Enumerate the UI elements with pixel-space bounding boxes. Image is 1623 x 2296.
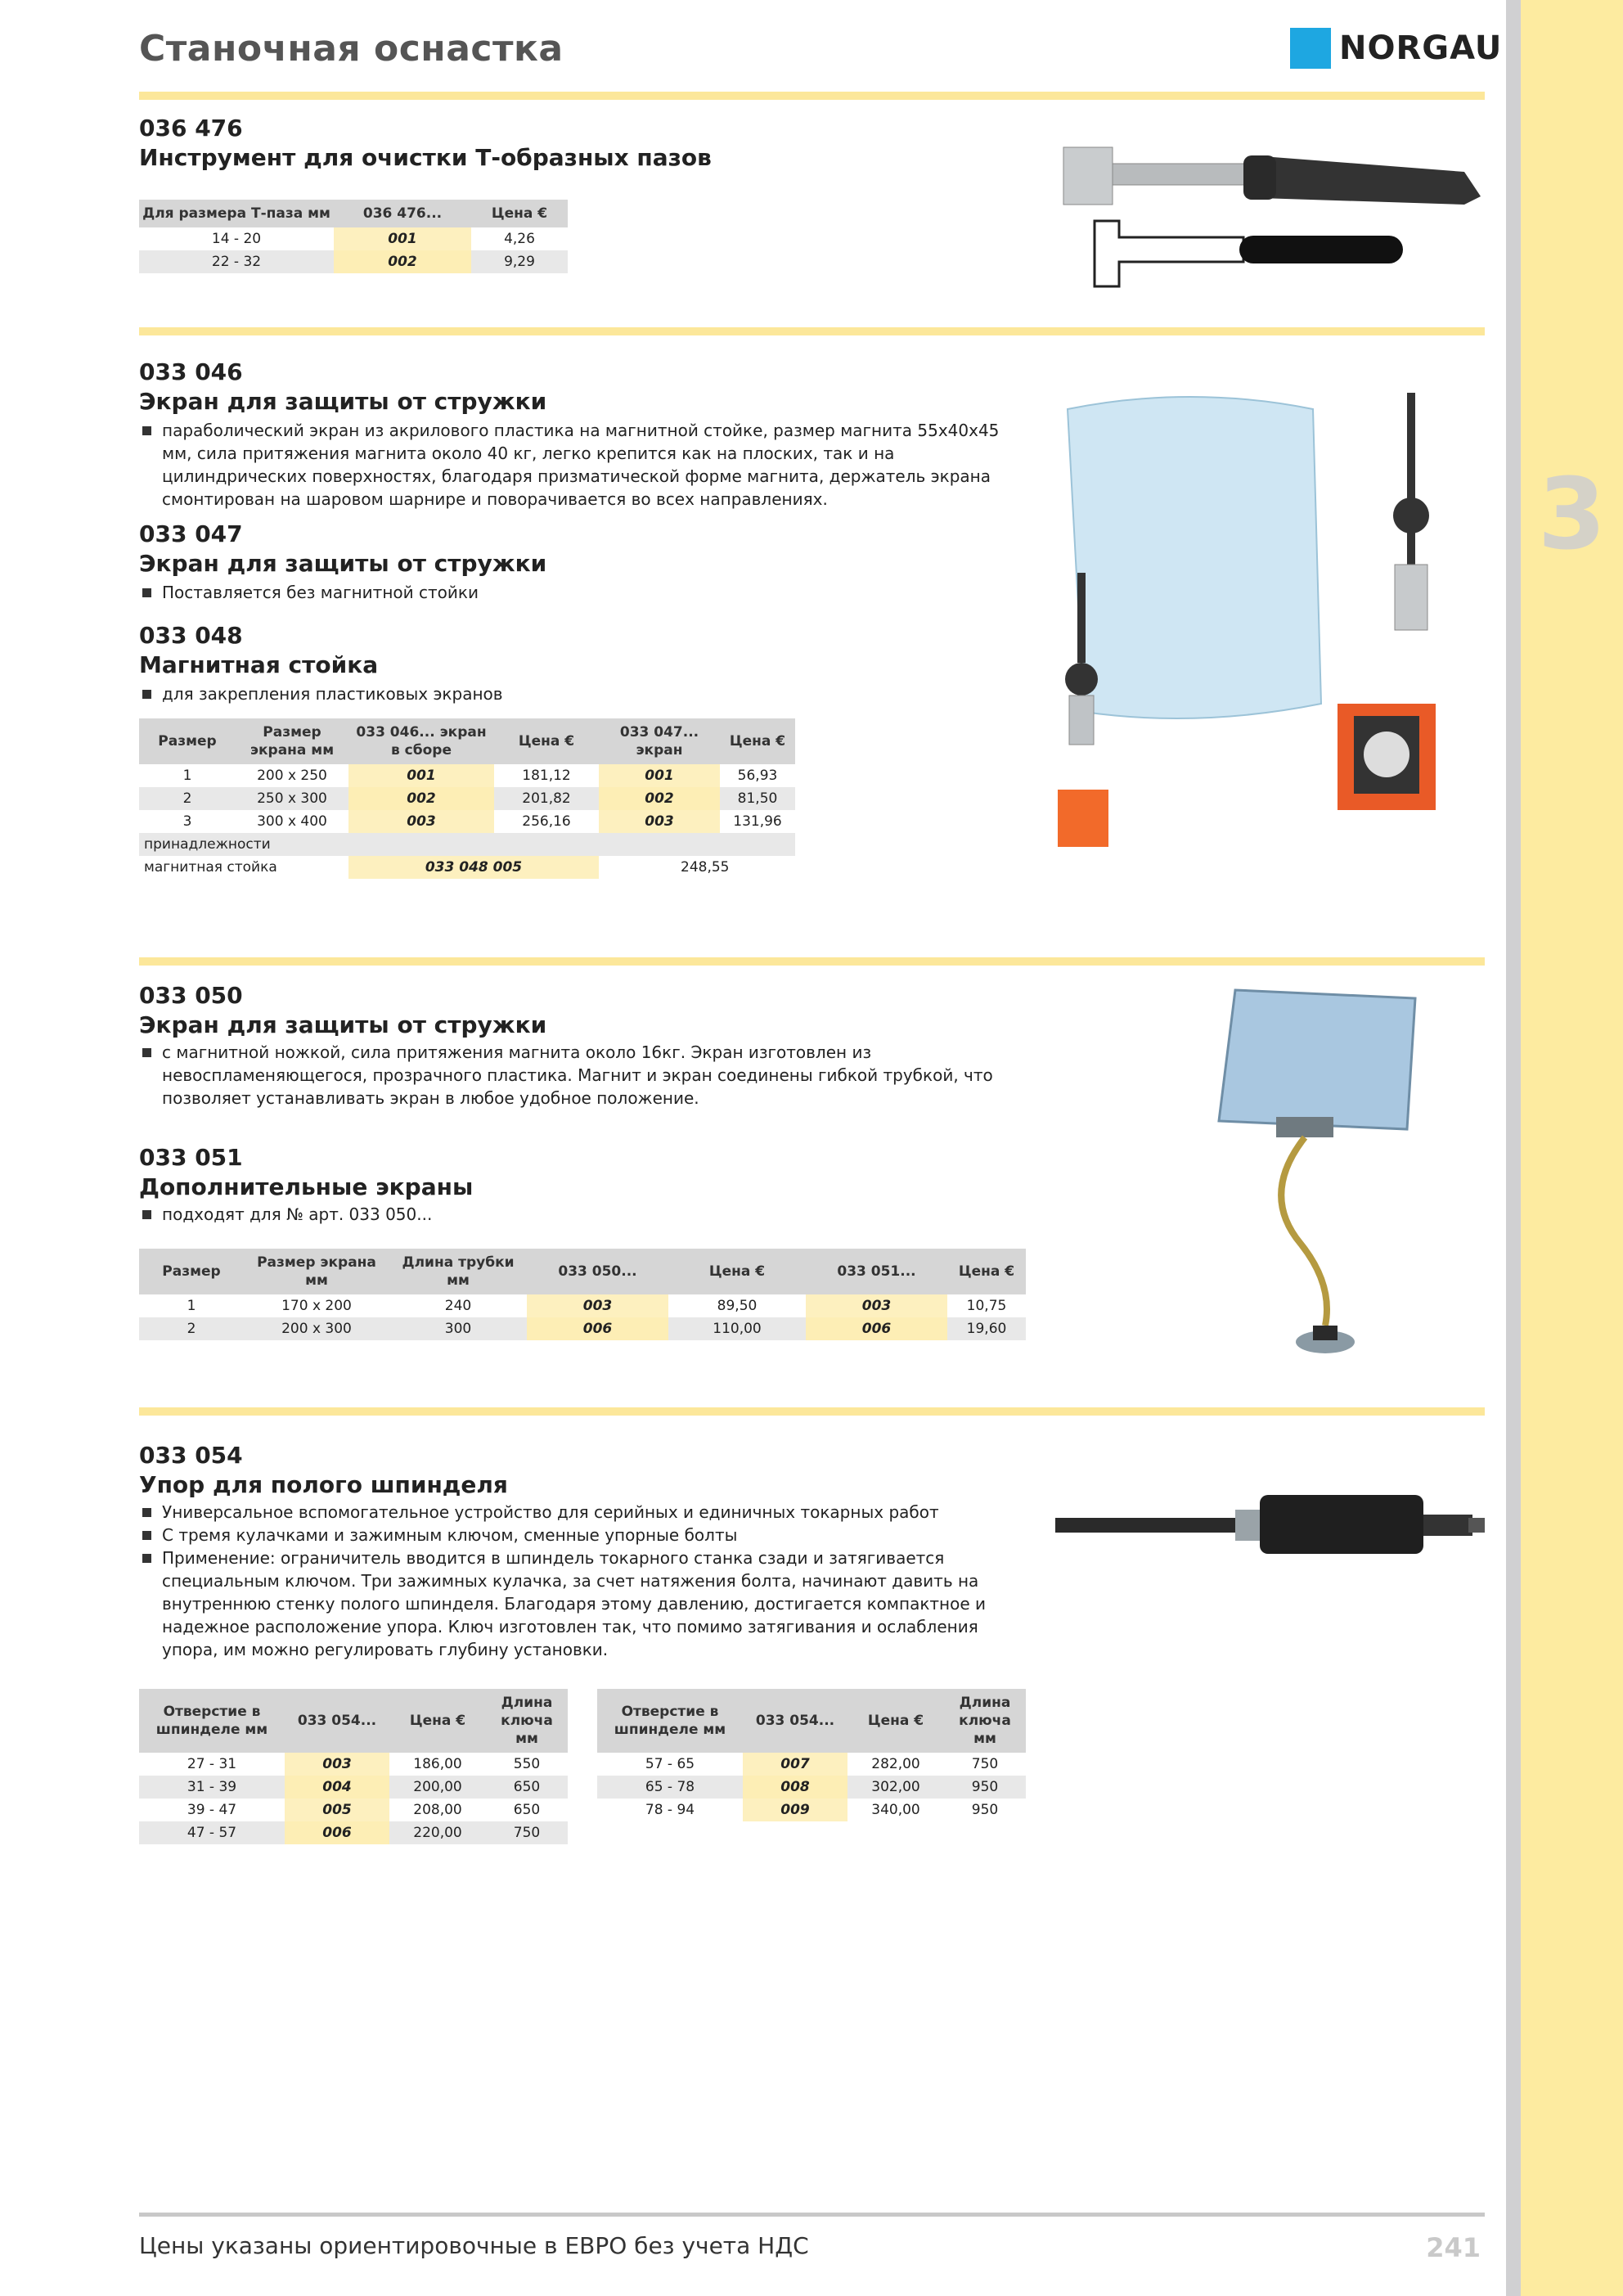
col-header: Отверстие в шпинделе мм (139, 1689, 285, 1753)
section-divider (139, 1407, 1485, 1416)
price: 201,82 (494, 787, 599, 810)
col-header: 033 047... экран (599, 718, 720, 764)
bullet-item: с магнитной ножкой, сила притяжения магнита около 16кг. Экран изготовлен из невоспламеняющегося, прозрачного пластика. Магнит и экран соединены гибкой трубкой, что позволяет устанавливать экран в любое удобное положение. (139, 1041, 1055, 1110)
col-header: Длина трубки мм (389, 1249, 527, 1294)
col-header: Цена € (471, 200, 568, 227)
order-code: 006 (527, 1317, 668, 1340)
table-row (139, 1294, 1026, 1317)
section-divider (139, 92, 1485, 100)
col-header: 033 051... (806, 1249, 947, 1294)
product-name: Магнитная стойка (139, 651, 379, 678)
product-name: Экран для защиты от стружки (139, 550, 547, 577)
logo-text: NORGAU (1339, 29, 1503, 67)
order-code: 003 (806, 1294, 947, 1317)
order-code: 001 (348, 764, 494, 787)
order-code: 003 (599, 810, 720, 833)
table-row (597, 1753, 1026, 1776)
price: 186,00 (413, 1756, 462, 1772)
cell: 22 - 32 (139, 250, 334, 273)
col-header: Размер экрана мм (236, 718, 348, 764)
table-row (597, 1776, 1026, 1799)
col-header: 033 054... (743, 1689, 847, 1753)
cell: 47 - 57 (139, 1821, 285, 1844)
description-list (139, 581, 1023, 604)
description-list (139, 1203, 1023, 1226)
col-header: Размер (139, 1249, 244, 1294)
price: 131,96 (733, 813, 782, 830)
table-033046 (139, 718, 795, 879)
table-row (139, 1799, 568, 1821)
order-code: 005 (285, 1799, 389, 1821)
order-code: 033 048 005 (348, 856, 599, 879)
section-divider (139, 957, 1485, 966)
price: 200,00 (389, 1776, 486, 1799)
cell: 950 (944, 1776, 1026, 1799)
table-033054-left (139, 1689, 568, 1844)
table-row (139, 833, 795, 856)
cell: 39 - 47 (187, 1802, 237, 1818)
cell: 2 (139, 1317, 244, 1340)
table-row (139, 810, 795, 833)
table-036476 (139, 200, 568, 273)
col-header: Цена € (847, 1689, 944, 1753)
article-number: 033 046 (139, 358, 243, 385)
order-code: 004 (285, 1776, 389, 1799)
side-divider (1506, 0, 1521, 2296)
t-slot-cleaner-image (1055, 139, 1497, 303)
order-code: 002 (348, 787, 494, 810)
price: 181,12 (522, 768, 571, 784)
col-header: 033 050... (527, 1249, 668, 1294)
order-code: 001 (599, 764, 720, 787)
brand-logo (1290, 28, 1502, 69)
cell: 240 (444, 1298, 472, 1314)
col-header: Цена € (668, 1249, 806, 1294)
price: 9,29 (471, 250, 568, 273)
cell: 2 (139, 787, 236, 810)
article-number: 033 051 (139, 1144, 243, 1171)
product-name: Инструмент для очистки Т-образных пазов (139, 144, 712, 171)
page-number: 241 (1426, 2232, 1481, 2263)
bullet-item: Применение: ограничитель вводится в шпиндель токарного станка сзади и затягивается специальным ключом. Три зажимных кулачка, за счет натяжения болта, начинают давить на внутреннюю стенку полого шпинделя. Благодаря этому давлению, достигается компактное и надежное расположение упора. Ключ изготовлен так, что помимо затягивания и ослабления упора, им можно регулировать глубину установки. (139, 1546, 1023, 1661)
cell: 1 (182, 768, 192, 784)
order-code: 009 (743, 1799, 847, 1821)
chapter-tab (1521, 0, 1623, 2296)
order-code: 002 (599, 787, 720, 810)
cell: 14 - 20 (211, 231, 262, 247)
table-row (139, 250, 568, 273)
col-header: Цена € (494, 718, 599, 764)
cell: 300 (389, 1317, 527, 1340)
article-number: 033 047 (139, 520, 243, 547)
cell: 3 (182, 813, 192, 830)
article-number: 033 054 (139, 1442, 243, 1469)
table-row (139, 1317, 1026, 1340)
col-header: Размер экрана мм (244, 1249, 389, 1294)
bullet-item: параболический экран из акрилового пластика на магнитной стойке, размер магнита 55x40x45 мм, сила притяжения магнита около 40 кг, легко крепится как на плоских, так и на цилиндрических поверхностях, благодаря призматической форме магнита, держатель экрана смонтирован на шаровом шарнире и поворачивается во всех направлениях. (139, 419, 1023, 511)
cell: 550 (513, 1756, 541, 1772)
product-name: Экран для защиты от стружки (139, 1011, 547, 1038)
footer-divider (139, 2213, 1485, 2217)
col-header: Для размера Т-паза мм (139, 200, 334, 227)
table-row (139, 1753, 568, 1776)
col-header: Цена € (947, 1249, 1026, 1294)
cell: 170 x 200 (281, 1298, 352, 1314)
col-header: Цена € (720, 718, 795, 764)
cell: 300 x 400 (257, 813, 327, 830)
order-code: 002 (334, 250, 471, 273)
col-header: Длина ключа мм (486, 1689, 568, 1753)
description-list (139, 1041, 1055, 1110)
table-033050 (139, 1249, 1026, 1340)
col-header: 033 054... (285, 1689, 389, 1753)
price: 208,00 (413, 1802, 462, 1818)
table-row (597, 1799, 1026, 1821)
cell: 950 (971, 1802, 999, 1818)
product-name: Дополнительные экраны (139, 1173, 474, 1200)
description-list (139, 419, 1023, 511)
order-code: 001 (334, 227, 471, 250)
flexible-shield-image (1211, 982, 1440, 1375)
cell: 750 (971, 1756, 999, 1772)
bullet-item: для закрепления пластиковых экранов (139, 682, 1023, 705)
price: 256,16 (522, 813, 571, 830)
cell: 57 - 65 (645, 1756, 695, 1772)
bullet-item: подходят для № арт. 033 050... (139, 1203, 1023, 1226)
table-row (139, 227, 568, 250)
cell: магнитная стойка (144, 859, 277, 876)
cell: 200 x 300 (244, 1317, 389, 1340)
col-header: Отверстие в шпинделе мм (597, 1689, 743, 1753)
price: 81,50 (720, 787, 795, 810)
price: 302,00 (847, 1776, 944, 1799)
product-name: Экран для защиты от стружки (139, 388, 547, 415)
cell: 27 - 31 (187, 1756, 237, 1772)
price: 4,26 (504, 231, 535, 247)
cell: 250 x 300 (236, 787, 348, 810)
price: 19,60 (947, 1317, 1026, 1340)
cell: 1 (187, 1298, 196, 1314)
description-list (139, 1501, 1023, 1661)
accessories-label: принадлежности (139, 833, 795, 856)
description-list (139, 682, 1023, 705)
article-number: 033 048 (139, 622, 243, 649)
order-code: 003 (285, 1753, 389, 1776)
price: 340,00 (871, 1802, 920, 1818)
table-row (139, 787, 795, 810)
bullet-item: Универсальное вспомогательное устройство для серийных и единичных токарных работ (139, 1501, 1023, 1524)
cell: 65 - 78 (597, 1776, 743, 1799)
page-title: Станочная оснастка (139, 28, 564, 70)
order-code: 006 (285, 1821, 389, 1844)
section-divider (139, 327, 1485, 335)
price: 89,50 (717, 1298, 758, 1314)
article-number: 033 050 (139, 982, 243, 1009)
col-header: Цена € (389, 1689, 486, 1753)
table-033054-right (597, 1689, 1026, 1821)
price: 220,00 (389, 1821, 486, 1844)
cell: 200 x 250 (257, 768, 327, 784)
order-code: 003 (348, 810, 494, 833)
spindle-stop-image (1055, 1485, 1489, 1567)
cell: 78 - 94 (645, 1802, 695, 1818)
col-header: Длина ключа мм (944, 1689, 1026, 1753)
price: 282,00 (871, 1756, 920, 1772)
cell: 650 (486, 1776, 568, 1799)
cell: 750 (486, 1821, 568, 1844)
order-code: 008 (743, 1776, 847, 1799)
logo-square-icon (1290, 28, 1331, 69)
order-code: 007 (743, 1753, 847, 1776)
chapter-number: 3 (1537, 458, 1607, 572)
order-code: 006 (806, 1317, 947, 1340)
price: 248,55 (681, 859, 730, 876)
table-row (139, 856, 795, 879)
price: 10,75 (966, 1298, 1007, 1314)
cell: 650 (513, 1802, 541, 1818)
product-name: Упор для полого шпинделя (139, 1471, 508, 1498)
col-header: 036 476... (334, 200, 471, 227)
bullet-item: Поставляется без магнитной стойки (139, 581, 1023, 604)
price: 56,93 (737, 768, 778, 784)
order-code: 003 (527, 1294, 668, 1317)
table-row (139, 1821, 568, 1844)
col-header: Размер (139, 718, 236, 764)
chip-shield-image (1051, 385, 1493, 859)
table-row (139, 1776, 568, 1799)
table-row (139, 764, 795, 787)
cell: 31 - 39 (139, 1776, 285, 1799)
footer-note: Цены указаны ориентировочные в ЕВРО без учета НДС (139, 2232, 809, 2259)
bullet-item: С тремя кулачками и зажимным ключом, сменные упорные болты (139, 1524, 1023, 1546)
article-number: 036 476 (139, 115, 243, 142)
price: 110,00 (668, 1317, 806, 1340)
col-header: 033 046... экран в сборе (348, 718, 494, 764)
